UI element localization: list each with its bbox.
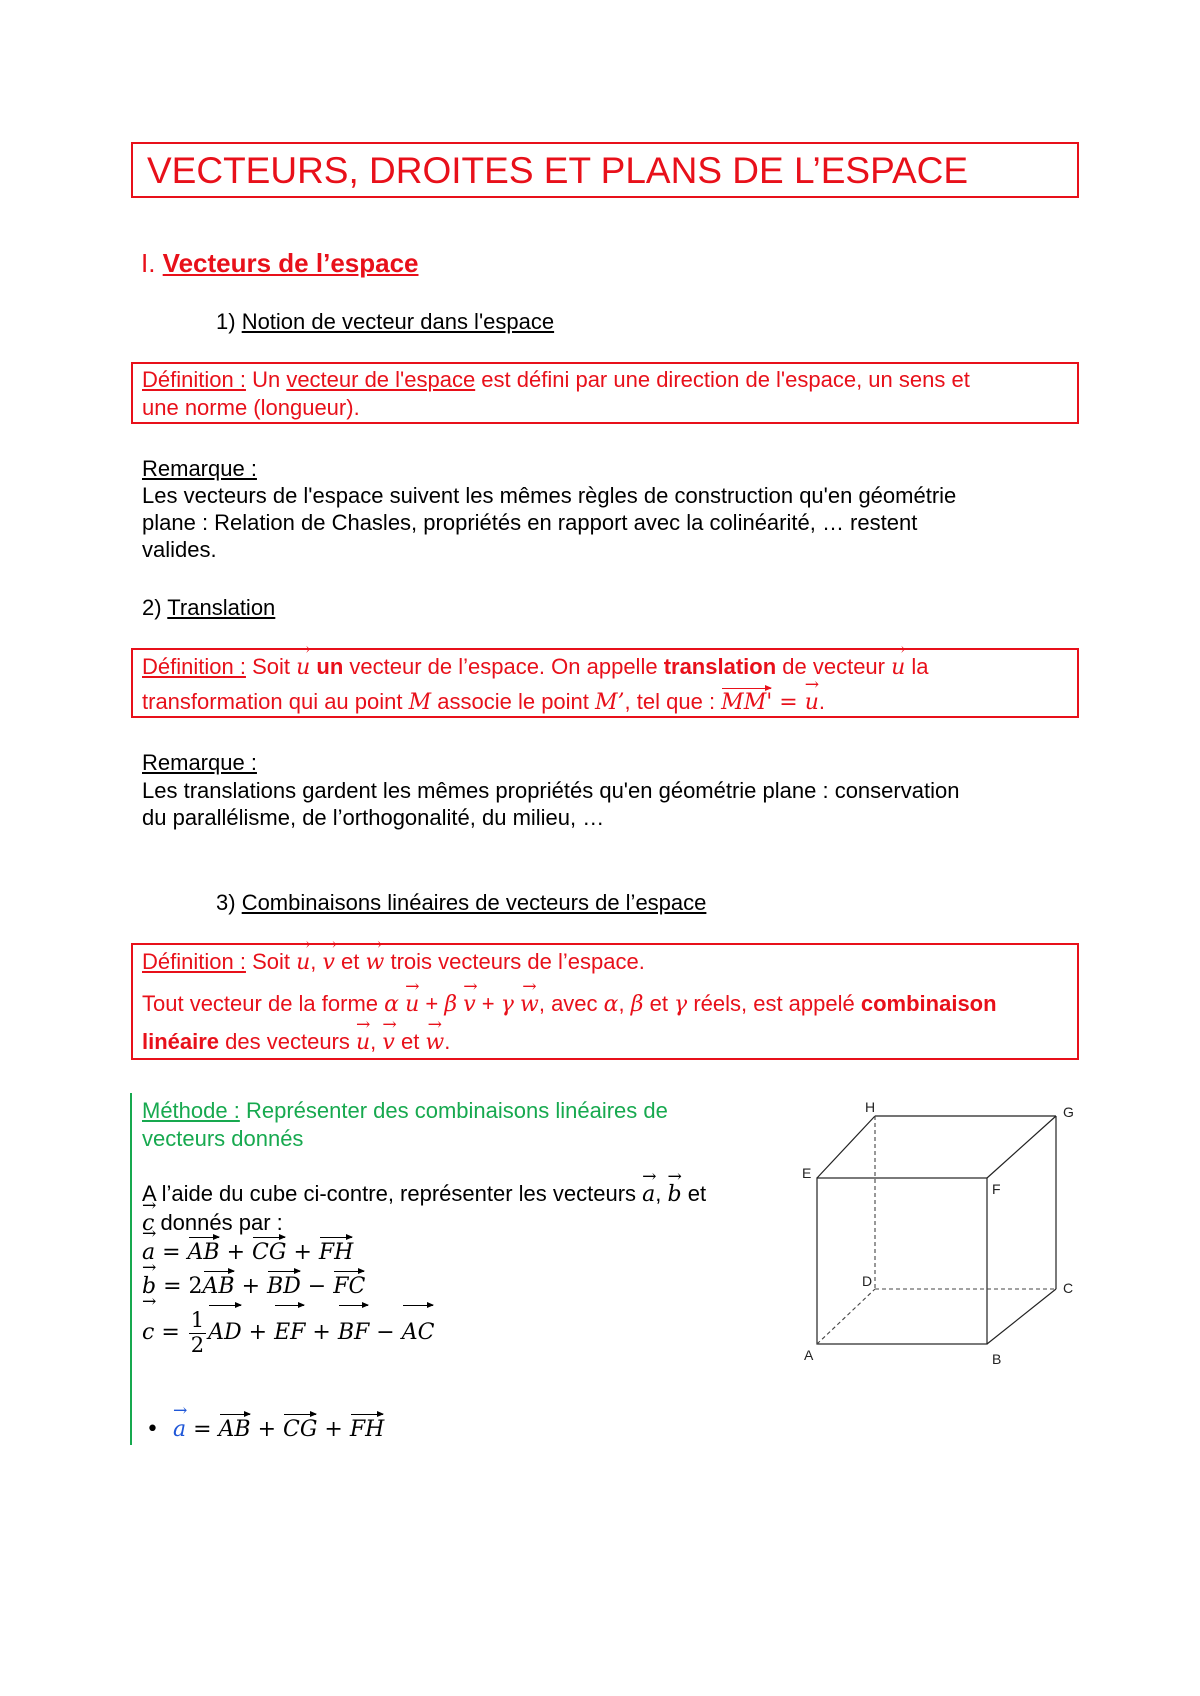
method-question-line-1	[142, 1180, 706, 1209]
equation-a	[142, 1238, 353, 1268]
cube-label-h: H	[865, 1099, 876, 1115]
definition-2-un: un	[310, 654, 344, 679]
definition-3-line-3	[142, 1028, 450, 1057]
method-line-1	[142, 1097, 668, 1125]
definition-1-term: vecteur de l'espace	[286, 367, 476, 392]
cube-label-c: C	[1063, 1280, 1074, 1296]
vector-bf: BF	[338, 1306, 369, 1360]
fraction-one-half	[189, 1309, 206, 1356]
cube-label-b: B	[992, 1351, 1002, 1367]
title-box	[131, 142, 1079, 198]
alpha-symbol: α	[384, 992, 399, 1017]
comma: ,	[618, 991, 631, 1016]
definition-2-term: translation	[663, 654, 777, 679]
definition-3-line-2	[142, 990, 997, 1019]
vector-fh: FH	[350, 1415, 384, 1445]
point-m-prime: M’	[595, 690, 625, 715]
definition-3-term-a: combinaison	[860, 991, 997, 1016]
equals-sign: =	[186, 1417, 219, 1442]
beta-symbol: β	[444, 992, 458, 1017]
comma: ,	[370, 1029, 383, 1054]
vector-u: → u	[356, 1029, 370, 1057]
subsection-1-heading	[216, 308, 554, 336]
plus-sign: +	[286, 1240, 319, 1265]
plus-sign: +	[419, 991, 445, 1016]
equals-sign: =	[156, 1274, 189, 1299]
definition-3-end: .	[444, 1029, 451, 1054]
vector-u: → u	[891, 654, 905, 682]
cube-label-g: G	[1063, 1104, 1074, 1120]
bullet: •	[146, 1417, 159, 1442]
definition-1-text-a: Un	[245, 367, 287, 392]
definition-1-line-1	[142, 366, 970, 394]
plus-sign: +	[241, 1320, 275, 1345]
plus-sign: +	[475, 991, 501, 1016]
definition-3-term-b: linéaire	[142, 1029, 220, 1054]
vector-u: → u	[805, 689, 819, 717]
gamma-symbol: γ	[674, 992, 688, 1017]
method-label: Méthode :	[142, 1098, 240, 1123]
vector-a: → a	[173, 1415, 186, 1445]
gamma-symbol: γ	[500, 992, 514, 1017]
vector-mm-prime: MM'	[721, 690, 773, 715]
bullet-equation-a	[146, 1415, 384, 1445]
minus-sign: −	[369, 1320, 402, 1345]
remark-1-line-2: plane : Relation de Chasles, propriétés en rapport avec la colinéarité, … restent	[142, 510, 918, 535]
method-question-b: et	[681, 1181, 707, 1206]
cube-figure	[780, 1090, 1100, 1380]
definition-1-text-b: est défini par une direction de l'espace, un sens et	[475, 367, 970, 392]
equation-c	[142, 1306, 434, 1360]
point-m: M	[408, 690, 432, 715]
method-question-c: donnés par :	[154, 1210, 283, 1235]
cube-edge-ad	[817, 1289, 875, 1344]
vector-fc: FC	[333, 1272, 365, 1302]
section-1-title: Vecteurs de l’espace	[162, 248, 419, 278]
coefficient-2: 2	[188, 1274, 203, 1299]
cube-label-e: E	[802, 1165, 812, 1181]
alpha-symbol: α	[603, 992, 619, 1017]
definition-3-text-e: réels, est appelé	[687, 991, 861, 1016]
remark-1-line-1: Les vecteurs de l'espace suivent les mêmes règles de construction qu'en géométrie	[142, 483, 957, 508]
subsection-2-title: Translation	[167, 595, 276, 620]
vector-cg: CG	[283, 1415, 317, 1445]
plus-sign: +	[305, 1320, 338, 1345]
definition-2-text-g: , tel que :	[624, 689, 722, 714]
vector-ef: EF	[274, 1306, 305, 1360]
method-title-a: Représenter des combinaisons linéaires de	[239, 1098, 668, 1123]
definition-3-text-a: Soit	[245, 949, 297, 974]
subsection-2-heading	[142, 594, 275, 622]
cube-label-f: F	[992, 1181, 1001, 1197]
word-et: et	[643, 991, 675, 1016]
vector-cg: CG	[252, 1238, 286, 1268]
cube-edge-eh	[817, 1116, 875, 1178]
equals-sign: =	[155, 1240, 188, 1265]
cube-label-a: A	[804, 1347, 814, 1363]
vector-ab: AB	[219, 1415, 251, 1445]
subsection-3-heading	[216, 889, 706, 917]
vector-bd: BD	[267, 1272, 301, 1302]
definition-3-label: Définition :	[142, 949, 246, 974]
definition-2-text-e: transformation qui au point	[142, 689, 409, 714]
minus-sign: −	[300, 1274, 334, 1299]
vector-ab: AB	[188, 1238, 220, 1268]
beta-symbol: β	[630, 992, 644, 1017]
equals-sign: =	[154, 1320, 187, 1345]
equals-sign: =	[772, 690, 805, 715]
definition-2-label: Définition :	[142, 654, 246, 679]
fraction-denominator: 2	[190, 1332, 205, 1357]
vector-u: → u	[405, 991, 419, 1019]
remark-2-line-1: Les translations gardent les mêmes propriétés qu'en géométrie plane : conservation	[142, 778, 960, 803]
section-1-number: I.	[141, 248, 163, 278]
vector-ad: AD	[208, 1306, 242, 1360]
definition-2-text-b: vecteur de l’espace. On appelle	[343, 654, 664, 679]
word-et: et	[394, 1029, 426, 1054]
method-question-a: A l’aide du cube ci-contre, représenter les vecteurs	[142, 1181, 643, 1206]
definition-3-text-b: trois vecteurs de l’espace.	[384, 949, 645, 974]
method-side-bar	[130, 1093, 132, 1445]
subsection-3-title: Combinaisons linéaires de vecteurs de l’espace	[241, 890, 707, 915]
vector-ab: AB	[203, 1272, 235, 1302]
page-title: VECTEURS, DROITES ET PLANS DE L’ESPACE	[147, 150, 969, 191]
subsection-2-number: 2)	[142, 595, 168, 620]
definition-3-text-f: des vecteurs	[219, 1029, 356, 1054]
definition-2-text-c: de vecteur	[776, 654, 892, 679]
remark-1-line-3: valides.	[142, 537, 217, 562]
comma: ,	[310, 949, 323, 974]
plus-sign: +	[219, 1240, 253, 1265]
definition-2-text-f: associe le point	[431, 689, 596, 714]
section-1-heading	[141, 248, 419, 278]
definition-3-line-1	[142, 948, 645, 977]
definition-2-text-a: Soit	[245, 654, 297, 679]
definition-2-line-2	[142, 688, 825, 717]
cube-edge-bc	[987, 1289, 1056, 1344]
definition-2-text-d: la	[905, 654, 929, 679]
vector-v: → v	[323, 949, 335, 977]
remark-2-line-2: du parallélisme, de l’orthogonalité, du milieu, …	[142, 805, 605, 830]
vector-b: → b	[142, 1272, 156, 1302]
fraction-numerator: 1	[190, 1308, 205, 1333]
vector-a: → a	[642, 1181, 655, 1209]
vector-b: → b	[668, 1181, 682, 1209]
definition-3-text-d: , avec	[538, 991, 604, 1016]
definition-1-label: Définition :	[142, 367, 246, 392]
plus-sign: +	[317, 1417, 350, 1442]
vector-w: → w	[520, 991, 539, 1019]
cube-edge-fg	[987, 1116, 1056, 1178]
vector-w: → w	[425, 1029, 444, 1057]
vector-c: → c	[142, 1210, 154, 1238]
definition-1-line-2: une norme (longueur).	[142, 395, 360, 420]
remark-1-label: Remarque :	[142, 456, 257, 481]
cube-label-d: D	[862, 1273, 873, 1289]
subsection-1-title: Notion de vecteur dans l'espace	[241, 309, 555, 334]
vector-u: → u	[296, 654, 310, 682]
definition-2-end: .	[818, 689, 825, 714]
plus-sign: +	[250, 1417, 284, 1442]
remark-2-label: Remarque :	[142, 750, 257, 775]
plus-sign: +	[234, 1274, 267, 1299]
method-line-2: vecteurs donnés	[142, 1126, 304, 1151]
vector-fh: FH	[319, 1238, 353, 1268]
vector-v: → v	[463, 991, 475, 1019]
vector-w: → w	[366, 949, 385, 977]
comma: ,	[655, 1181, 668, 1206]
vector-a: → a	[142, 1238, 155, 1268]
definition-3-text-c: Tout vecteur de la forme	[142, 991, 385, 1016]
word-et: et	[334, 949, 366, 974]
equation-b	[142, 1272, 365, 1302]
vector-v: → v	[382, 1029, 394, 1057]
subsection-1-number: 1)	[216, 309, 242, 334]
vector-c: → c	[142, 1306, 154, 1360]
subsection-3-number: 3)	[216, 890, 242, 915]
vector-u: → u	[296, 949, 310, 977]
vector-ac: AC	[402, 1306, 435, 1360]
